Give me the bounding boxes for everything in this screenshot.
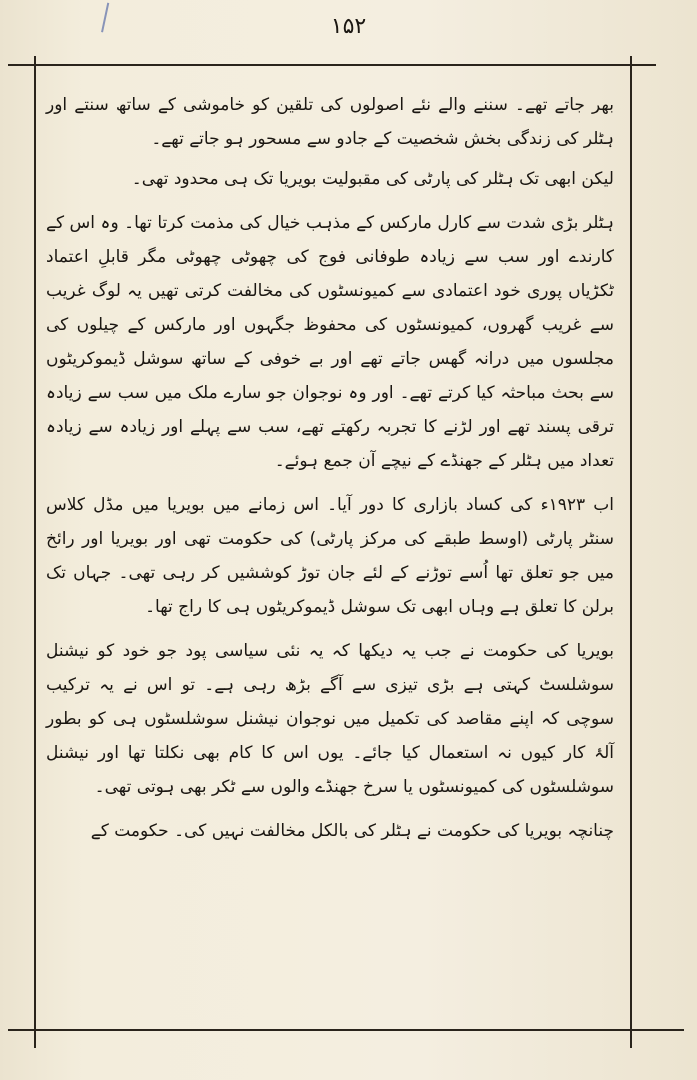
body-text [46,88,614,858]
top-rule [8,64,656,66]
page-number: ۱۵۲ [330,14,367,39]
bottom-rule [8,1029,684,1031]
left-rule [34,56,36,1048]
paragraph: بویریا کی حکومت نے جب یہ دیکھا کہ یہ نئی سیاسی پود جو خود کو نیشنل سوشلسٹ کہتی ہے بڑی تیزی سے آگے بڑھ رہی ہے۔ تو اس نے یہ ترکیب سوچی کہ اپنے مقاصد کی تکمیل میں نوجوان نیشنل سوشلسٹوں ہی کو بطور آلۂ کار کیوں نہ استعمال کیا جائے۔ یوں اس کا کام بھی نکلتا تھا اور نیشنل سوشلسٹوں کی کمیونسٹوں یا سرخ جھنڈے والوں سے ٹکر بھی ہوتی تھی۔ [46,641,614,797]
right-rule [630,56,632,1048]
paragraph: اب ۱۹۲۳ء کی کساد بازاری کا دور آیا۔ اس زمانے میں بویریا میں مڈل کلاس سنٹر پارٹی (اوسط طبقے کی مرکز پارٹی) کی حکومت تھی اور بویریا اور رائخ میں جو تعلق تھا اُسے توڑنے کے لئے جان توڑ کوششیں کر رہی تھی۔ جہاں تک برلن کا تعلق ہے وہاں ابھی تک سوشل ڈیموکریٹوں ہی کا راج تھا۔ [46,495,615,617]
paragraph: چنانچہ بویریا کی حکومت نے ہٹلر کی بالکل مخالفت نہیں کی۔ حکومت کے [90,821,614,841]
paragraph: بھر جاتے تھے۔ سننے والے نئے اصولوں کی تلقین کو خاموشی کے ساتھ سنتے اور ہٹلر کی زندگی بخش شخصیت کے جادو سے مسحور ہو جاتے تھے۔ [46,95,614,149]
paragraph: ہٹلر بڑی شدت سے کارل مارکس کے مذہب خیال کی مذمت کرتا تھا۔ وہ اس کے کارندے اور سب سے زیادہ طوفانی فوج کی چھوٹی چھوٹی مگر قابلِ اعتماد ٹکڑیاں پوری خود اعتمادی سے کمیونسٹوں کی مخالفت کرتی تھیں یہ لوگ غریب سے غریب گھروں، کمیونسٹوں کی محفوظ جگہوں اور مارکس کے چیلوں کی مجلسوں میں درانہ گھس جاتے تھے اور بے خوفی کے ساتھ سوشل ڈیموکریٹوں سے بحث مباحثہ کیا کرتے تھے۔ اور وہ نوجوان جو سارے ملک میں سب سے زیادہ ترقی پسند تھے اور لڑنے کا تجربہ رکھتے تھے، سب سے پہلے اور زیادہ سے زیادہ تعداد میں ہٹلر کے جھنڈے کے نیچے آن جمع ہوئے۔ [46,213,614,471]
paragraph: لیکن ابھی تک ہٹلر کی پارٹی کی مقبولیت بویریا تک ہی محدود تھی۔ [131,169,614,189]
